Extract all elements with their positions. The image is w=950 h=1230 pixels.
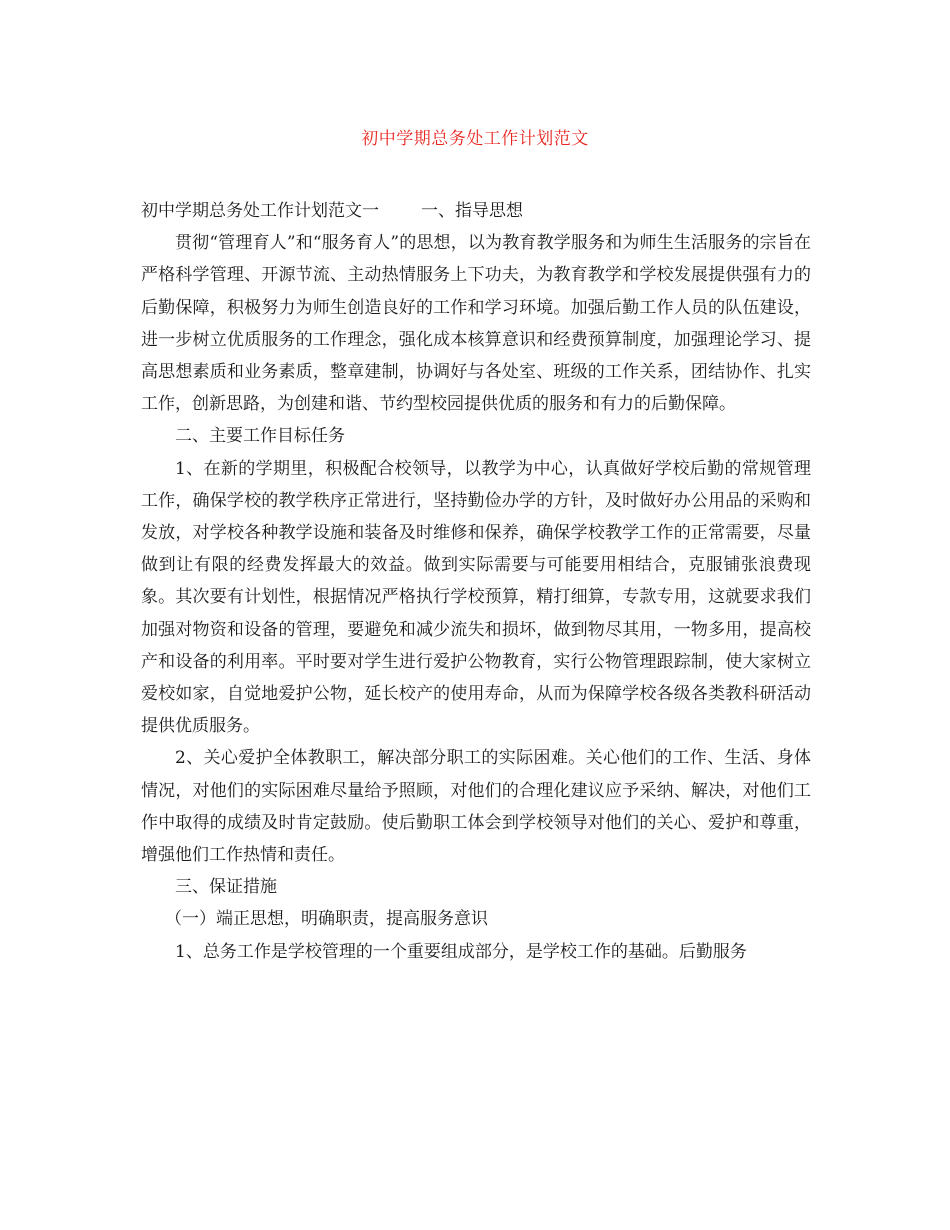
document-title: 初中学期总务处工作计划范文 <box>361 129 589 149</box>
intro-line <box>141 195 811 227</box>
section-heading-main-goals: 二、主要工作目标任务 <box>175 426 345 447</box>
paragraph-goal-2: 2、关心爱护全体教职工，解决部分职工的实际困难。关心他们的工作、生活、身体情况，对他们的实际困难尽量给予照顾，对他们的合理化建议应予采纳、解决，对他们工作中取得的成绩及时肯定鼓励。使后勤职工体会到学校领导对他们的关心、爱护和尊重，增强他们工作热情和责任。 <box>141 748 811 866</box>
section-heading-measures: 三、保证措施 <box>175 877 277 898</box>
document-body <box>141 195 811 968</box>
section-heading-guiding-ideology: 一、指导思想 <box>421 201 523 221</box>
paragraph-measure-1: 1、总务工作是学校管理的一个重要组成部分，是学校工作的基础。后勤服务 <box>175 941 747 962</box>
paragraph-goal-1: 1、在新的学期里，积极配合校领导，以教学为中心，认真做好学校后勤的常规管理工作，确保学校的教学秩序正常进行，坚持勤俭办学的方针，及时做好办公用品的采购和发放，对学校各种教学设施和装备及时维修和保养，确保学校教学工作的正常需要，尽量做到让有限的经费发挥最大的效益。做到实际需要与可能要用相结合，克服铺张浪费现象。其次要有计划性，根据情况严格执行学校预算，精打细算，专款专用，这就要求我们加强对物资和设备的管理，要避免和减少流失和损坏，做到物尽其用，一物多用，提高校产和设备的利用率。平时要对学生进行爱护公物教育，实行公物管理跟踪制，使大家树立爱校如家，自觉地爱护公物，延长校产的使用寿命，从而为保障学校各级各类教科研活动提供优质服务。 <box>141 458 811 737</box>
subsection-heading-attitude: （一）端正思想，明确职责，提高服务意识 <box>165 909 488 930</box>
paragraph-guiding-ideology: 贯彻“管理育人”和“服务育人”的思想，以为教育教学服务和为师生生活服务的宗旨在严格科学管理、开源节流、主动热情服务上下功夫，为教育教学和学校发展提供强有力的后勤保障，积极努力为师生创造良好的工作和学习环境。加强后勤工作人员的队伍建设，进一步树立优质服务的工作理念，强化成本核算意识和经费预算制度，加强理论学习、提高思想素质和业务素质，整章建制，协调好与各处室、班级的工作关系，团结协作、扎实工作，创新思路，为创建和谐、节约型校园提供优质的服务和有力的后勤保障。 <box>141 233 811 415</box>
intro-label: 初中学期总务处工作计划范文一 <box>141 201 379 221</box>
